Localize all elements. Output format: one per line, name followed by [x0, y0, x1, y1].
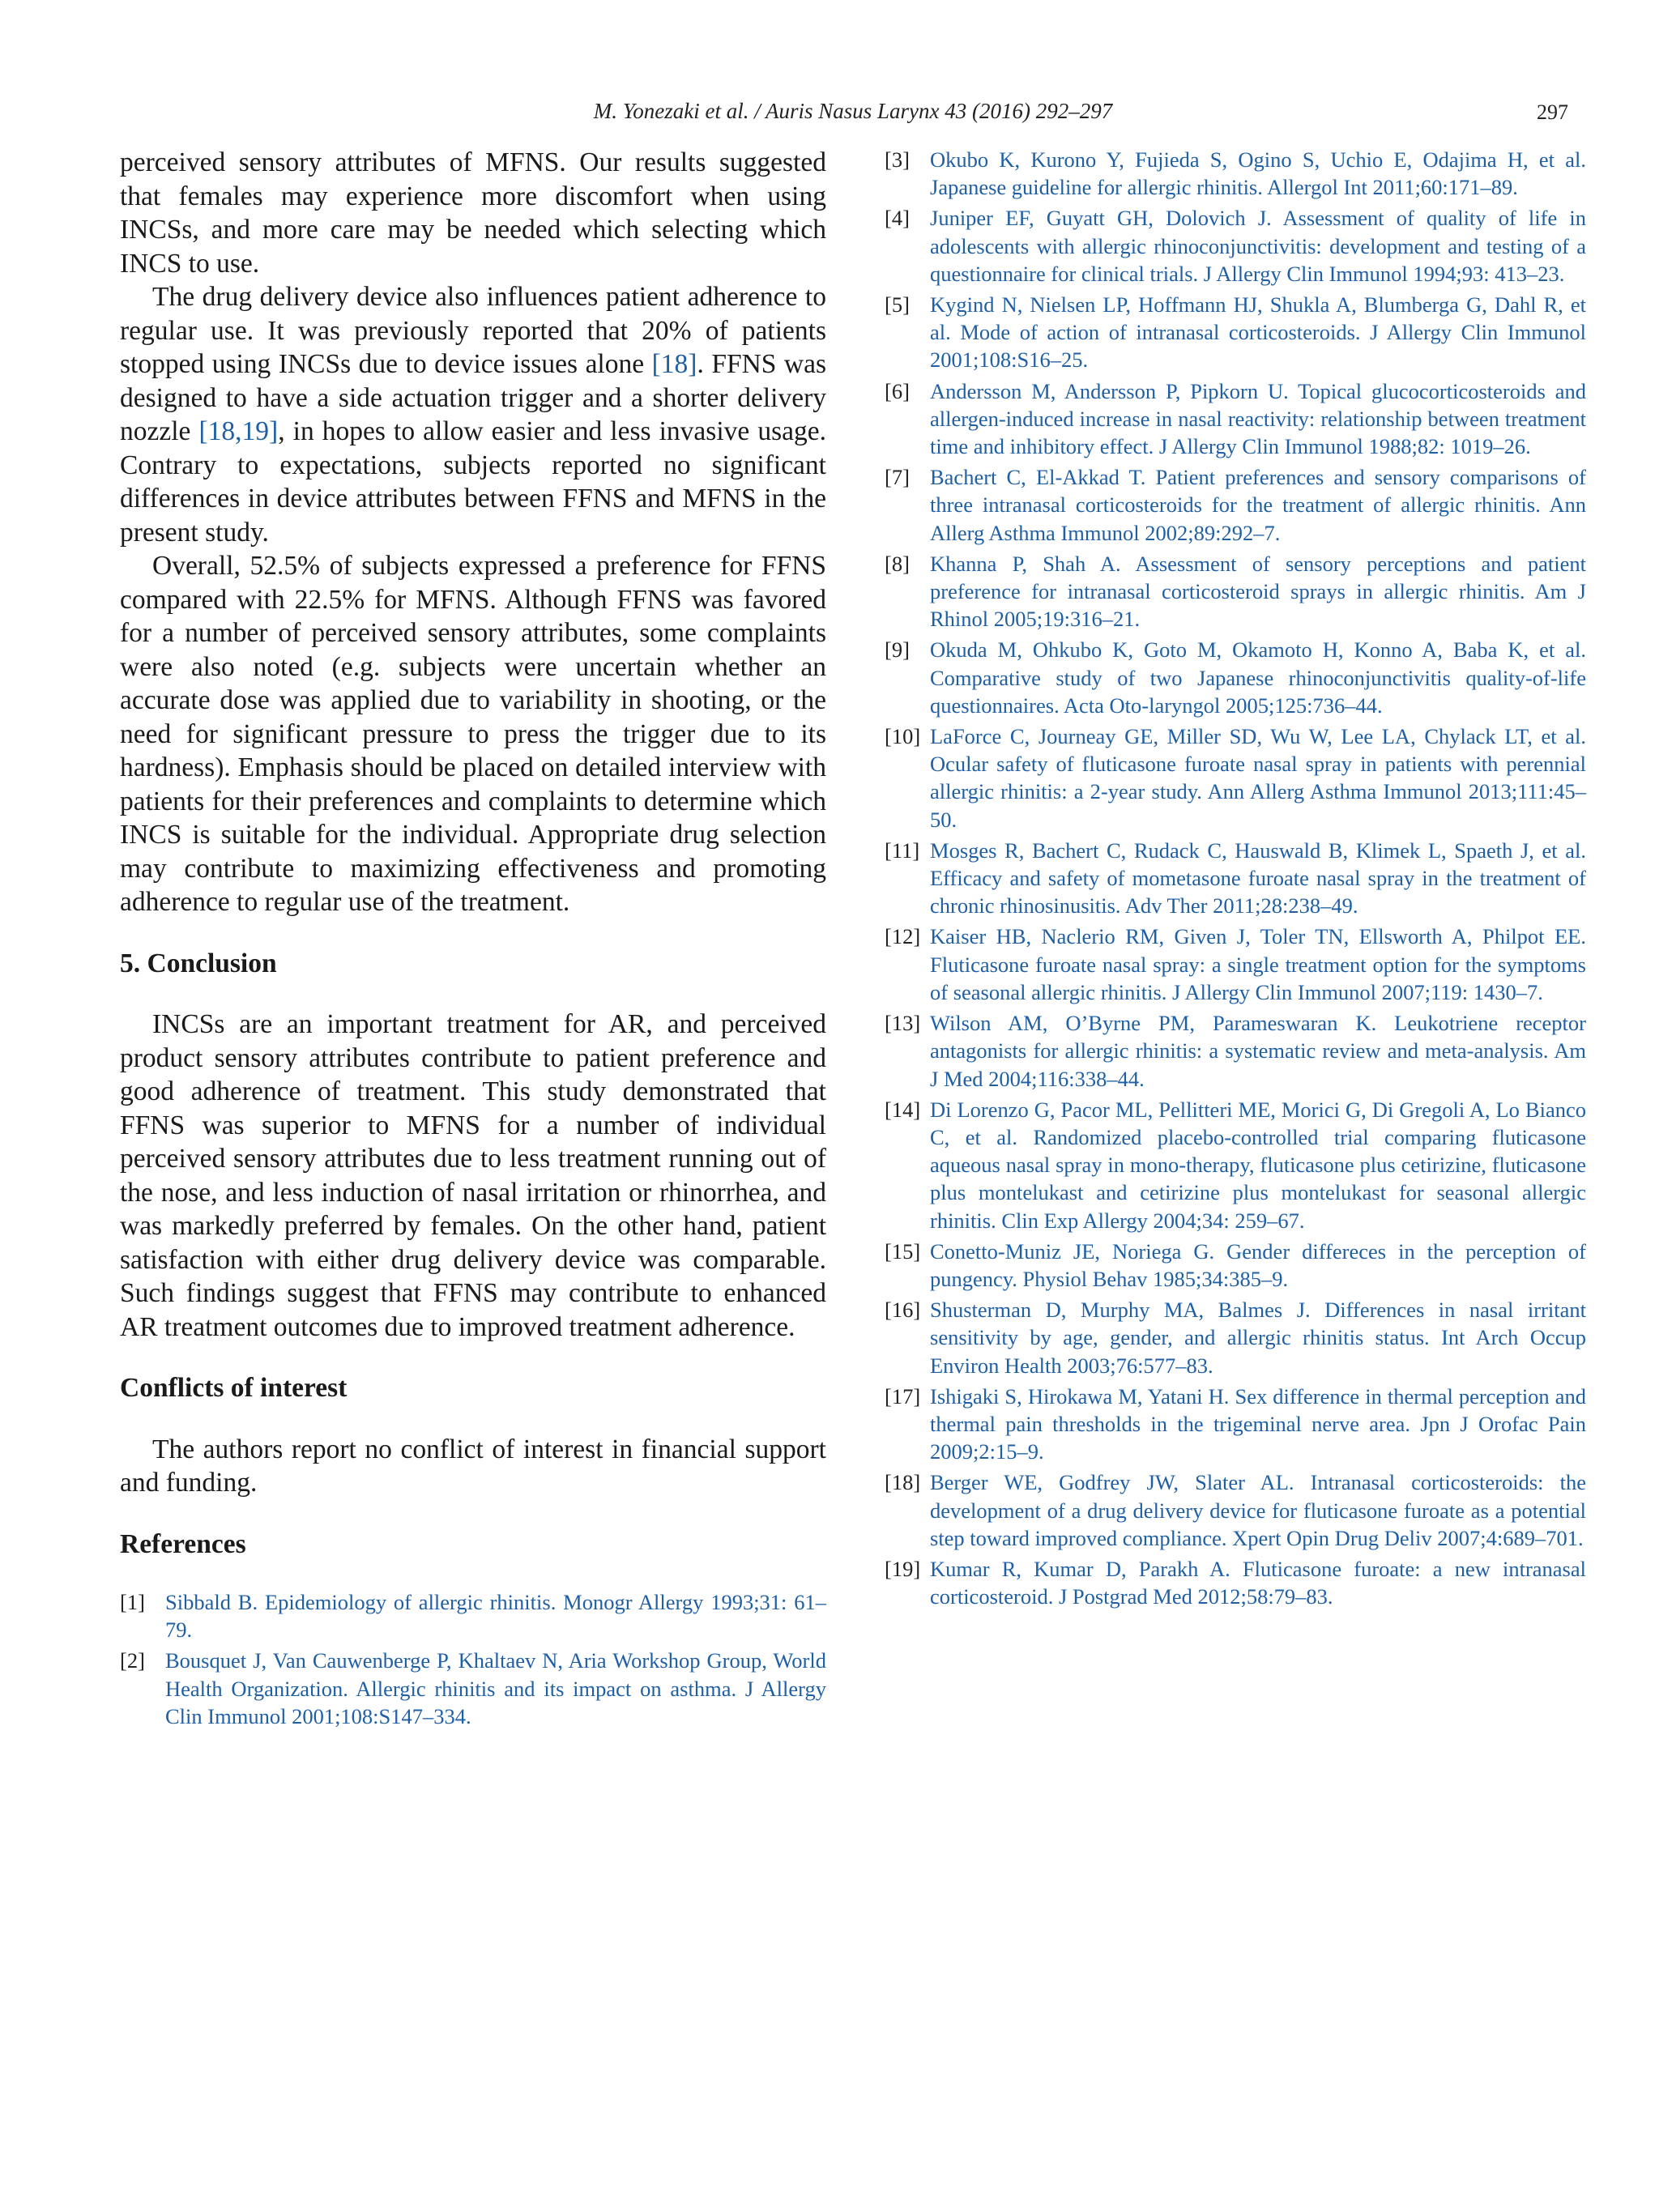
paragraph-text: The drug delivery device also influences patient adherence to regular use. It was previously reported that 20% of patients stopped using INCSs due to device issues alone [120, 282, 826, 379]
reference-item [120, 1588, 826, 1643]
reference-link[interactable]: Mosges R, Bachert C, Rudack C, Hauswald B, Klimek L, Spaeth J, et al. Efficacy and safety of mometasone furoate nasal spray in the treatment of chronic rhinosinusitis. Adv Ther 2011;28:238–49. [930, 837, 1586, 918]
reference-item [885, 204, 1586, 288]
reference-link[interactable]: Conetto-Muniz JE, Noriega G. Gender differeces in the perception of pungency. Physiol Behav 1985;34:385–9. [930, 1238, 1586, 1291]
reference-link[interactable]: Ishigaki S, Hirokawa M, Yatani H. Sex difference in thermal perception and thermal pain thresholds in the trigeminal nerve area. Jpn J Orofac Pain 2009;2:15–9. [930, 1383, 1586, 1464]
reference-item [885, 923, 1586, 1006]
citation-link[interactable]: [18] [651, 349, 697, 379]
reference-item [885, 722, 1586, 833]
reference-number: [7] [885, 465, 910, 490]
conflicts-heading: Conflicts of interest [120, 1373, 348, 1403]
reference-number: [16] [885, 1298, 921, 1323]
reference-link[interactable]: Kygind N, Nielsen LP, Hoffmann HJ, Shukla A, Blumberga G, Dahl R, et al. Mode of action of intranasal corticosteroids. J Allergy Clin Immunol 2001;108:S16–25. [930, 292, 1586, 373]
reference-link[interactable]: Bachert C, El-Akkad T. Patient preferences and sensory comparisons of three intranasal corticosteroids for the treatment of allergic rhinitis. Ann Allerg Asthma Immunol 2002;89:292–7. [930, 465, 1586, 545]
reference-number: [1] [120, 1590, 145, 1614]
left-column [120, 146, 826, 1733]
reference-number: [4] [885, 206, 910, 231]
reference-item [885, 291, 1586, 374]
reference-number: [8] [885, 551, 910, 576]
page-number: 297 [1537, 100, 1568, 124]
reference-number: [9] [885, 637, 910, 663]
paragraph-text: , in hopes to allow easier and less invasive usage. Contrary to expectations, subjects reported no significant differences in device attributes between FFNS and MFNS in the present study. [120, 416, 826, 548]
reference-link[interactable]: Di Lorenzo G, Pacor ML, Pellitteri ME, Morici G, Di Gregoli A, Lo Bianco C, et al. Randomized placebo-controlled trial comparing fluticasone aqueous nasal spray in mono-therapy, fluticasone plus cetirizine, fluticasone plus montelukast and cetirizine plus montelukast for seasonal allergic rhinitis. Clin Exp Allergy 2004;34: 259–67. [930, 1097, 1586, 1233]
discussion-paragraph-3: Overall, 52.5% of subjects expressed a preference for FFNS compared with 22.5% for MFNS. Although FFNS was favored for a number of perceived sensory attributes, some complaints were also noted (e.g. subjects were uncertain whether an accurate dose was applied due to variability in shooting, or the need for significant pressure to press the trigger due to its hardness). Emphasis should be placed on detailed interview with patients for their preferences and complaints to determine which INCS is suitable for the individual. Appropriate drug selection may contribute to maximizing effectiveness and promoting adherence to regular use of the treatment. [120, 551, 826, 917]
reference-item [885, 1555, 1586, 1610]
reference-link[interactable]: Shusterman D, Murphy MA, Balmes J. Differences in nasal irritant sensitivity by age, gender, and allergic rhinitis status. Int Arch Occup Environ Health 2003;76:577–83. [930, 1298, 1586, 1378]
reference-item [885, 837, 1586, 920]
reference-link[interactable]: Sibbald B. Epidemiology of allergic rhinitis. Monogr Allergy 1993;31: 61–79. [165, 1590, 826, 1643]
discussion-paragraph-1: perceived sensory attributes of MFNS. Our results suggested that females may experience more discomfort when using INCSs, and more care may be needed which selecting which INCS to use. [120, 147, 826, 279]
reference-link[interactable]: Wilson AM, O’Byrne PM, Parameswaran K. Leukotriene receptor antagonists for allergic rhinitis: a systematic review and meta-analysis. Am J Med 2004;116:338–44. [930, 1011, 1586, 1091]
conclusion-heading: 5. Conclusion [120, 948, 277, 978]
conclusion-paragraph: INCSs are an important treatment for AR, and perceived product sensory attributes contribute to patient preference and good adherence of treatment. This study demonstrated that FFNS was superior to MFNS for a number of individual perceived sensory attributes due to less treatment running out of the nose, and less induction of nasal irritation or rhinorrhea, and was markedly preferred by females. On the other hand, patient satisfaction with either drug delivery device was comparable. Such findings suggest that FFNS may contribute to enhanced AR treatment outcomes due to improved treatment adherence. [120, 1009, 826, 1342]
running-head: M. Yonezaki et al. / Auris Nasus Larynx 43 (2016) 292–297 [593, 99, 1113, 123]
reference-number: [5] [885, 292, 910, 318]
paragraph-text: . FFNS was designed to have a side actuation trigger and a shorter delivery nozzle [120, 349, 827, 446]
reference-item [120, 1647, 826, 1730]
reference-number: [19] [885, 1556, 921, 1581]
reference-link[interactable]: Juniper EF, Guyatt GH, Dolovich J. Assessment of quality of life in adolescents with allergic rhinoconjunctivitis: development and testing of a questionnaire for clinical trials. J Allergy Clin Immunol 1994;93: 413–23. [930, 206, 1586, 286]
right-column [885, 146, 1586, 1613]
reference-link[interactable]: Khanna P, Shah A. Assessment of sensory perceptions and patient preference for intranasal corticosteroid sprays in allergic rhinitis. Am J Rhinol 2005;19:316–21. [930, 551, 1586, 632]
reference-item [885, 550, 1586, 633]
reference-link[interactable]: Kumar R, Kumar D, Parakh A. Fluticasone furoate: a new intranasal corticosteroid. J Postgrad Med 2012;58:79–83. [930, 1556, 1586, 1609]
reference-number: [11] [885, 837, 920, 863]
reference-number: [10] [885, 724, 921, 749]
reference-number: [14] [885, 1097, 921, 1122]
reference-item [885, 463, 1586, 547]
reference-number: [12] [885, 924, 921, 949]
reference-number: [6] [885, 378, 910, 403]
reference-item [885, 1238, 1586, 1293]
reference-list-left [120, 1588, 826, 1730]
reference-item [885, 1009, 1586, 1093]
discussion-paragraph-2 [120, 280, 826, 549]
references-heading: References [120, 1528, 246, 1559]
reference-number: [2] [120, 1648, 145, 1673]
reference-number: [17] [885, 1383, 921, 1409]
reference-link[interactable]: Kaiser HB, Naclerio RM, Given J, Toler TN, Ellsworth A, Philpot EE. Fluticasone furoate nasal spray: a single treatment option for the symptoms of seasonal allergic rhinitis. J Allergy Clin Immunol 2007;119: 1430–7. [930, 924, 1586, 1004]
reference-link[interactable]: Berger WE, Godfrey JW, Slater AL. Intranasal corticosteroids: the development of a drug delivery device for fluticasone furoate as a potential step toward improved compliance. Xpert Opin Drug Deliv 2007;4:689–701. [930, 1470, 1586, 1550]
reference-link[interactable]: Bousquet J, Van Cauwenberge P, Khaltaev N, Aria Workshop Group, World Health Organization. Allergic rhinitis and its impact on asthma. J Allergy Clin Immunol 2001;108:S147–334. [165, 1648, 826, 1728]
reference-item [885, 1383, 1586, 1466]
reference-item [885, 1296, 1586, 1379]
reference-item [885, 146, 1586, 201]
reference-item [885, 636, 1586, 719]
reference-number: [3] [885, 147, 910, 172]
reference-number: [18] [885, 1470, 921, 1495]
reference-link[interactable]: Okubo K, Kurono Y, Fujieda S, Ogino S, Uchio E, Odajima H, et al. Japanese guideline for allergic rhinitis. Allergol Int 2011;60:171–89. [930, 147, 1586, 200]
reference-link[interactable]: Okuda M, Ohkubo K, Goto M, Okamoto H, Konno A, Baba K, et al. Comparative study of two Japanese rhinoconjunctivitis quality-of-life questionnaires. Acta Oto-laryngol 2005;125:736–44. [930, 637, 1586, 718]
conflicts-paragraph: The authors report no conflict of interest in financial support and funding. [120, 1434, 826, 1498]
reference-list-right [885, 146, 1586, 1610]
reference-item [885, 377, 1586, 461]
reference-link[interactable]: LaForce C, Journeay GE, Miller SD, Wu W, Lee LA, Chylack LT, et al. Ocular safety of fluticasone furoate nasal spray in patients with perennial allergic rhinitis: a 2-year study. Ann Allerg Asthma Immunol 2013;111:45–50. [930, 724, 1586, 832]
reference-item [885, 1468, 1586, 1552]
reference-number: [13] [885, 1011, 921, 1036]
citation-link[interactable]: [18,19] [198, 416, 279, 446]
reference-link[interactable]: Andersson M, Andersson P, Pipkorn U. Topical glucocorticosteroids and allergen-induced increase in nasal reactivity: relationship between treatment time and inhibitory effect. J Allergy Clin Immunol 1988;82: 1019–26. [930, 378, 1586, 459]
reference-number: [15] [885, 1238, 921, 1264]
reference-item [885, 1096, 1586, 1234]
